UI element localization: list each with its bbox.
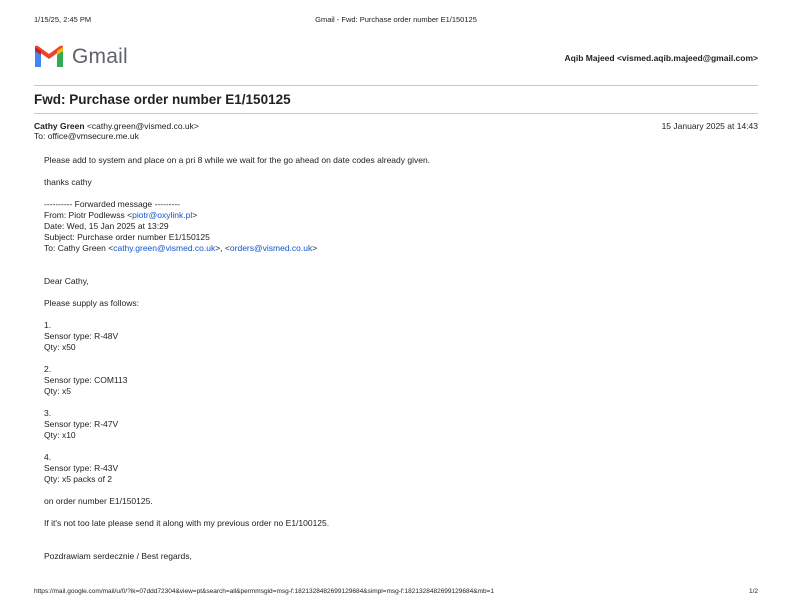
item-qty: Qty: x5 — [44, 386, 71, 396]
greeting: Dear Cathy, — [44, 276, 89, 286]
gmail-logo-text: Gmail — [72, 45, 128, 68]
email-link[interactable]: piotr@oxylink.pl — [132, 210, 193, 220]
item-qty: Qty: x5 packs of 2 — [44, 474, 113, 484]
gmail-m-icon — [33, 45, 65, 69]
item-number: 1. — [44, 320, 52, 330]
page-number: 1/2 — [748, 588, 758, 595]
gmail-logo — [33, 44, 128, 70]
message-from — [34, 121, 199, 131]
message-date: 15 January 2025 at 14:43 — [661, 121, 758, 131]
print-datetime: 1/15/25, 2:45 PM — [34, 15, 92, 24]
message-to: To: office@vmsecure.me.uk — [34, 131, 139, 141]
message-body — [44, 155, 748, 562]
body-line: thanks cathy — [44, 177, 92, 187]
item-number: 4. — [44, 452, 52, 462]
item-type: Sensor type: R-48V — [44, 331, 119, 341]
body-line: Please supply as follows: — [44, 298, 139, 308]
sender-email: <cathy.green@vismed.co.uk> — [86, 121, 199, 131]
item-qty: Qty: x50 — [44, 342, 76, 352]
email-link[interactable]: cathy.green@vismed.co.uk — [113, 243, 216, 253]
print-url: https://mail.google.com/mail/u/0/?ik=07ddd72304&view=pt&search=all&permmsgid=msg-f:1821328482699129684&simpl=msg-f:1821328482699129684&mb=1 — [34, 588, 494, 595]
sender-name: Cathy Green — [34, 121, 85, 131]
body-line: on order number E1/150125. — [44, 496, 153, 506]
divider — [34, 85, 758, 86]
forwarded-to: To: Cathy Green <cathy.green@vismed.co.uk>, <orders@vismed.co.uk> — [44, 243, 318, 253]
page-title: Fwd: Purchase order number E1/150125 — [34, 92, 291, 107]
body-line: Please add to system and place on a pri 8 while we wait for the go ahead on date codes already given. — [44, 155, 431, 165]
item-type: Sensor type: R-43V — [44, 463, 119, 473]
item-number: 2. — [44, 364, 52, 374]
item-type: Sensor type: COM113 — [44, 375, 128, 385]
item-number: 3. — [44, 408, 52, 418]
print-title: Gmail - Fwd: Purchase order number E1/150125 — [315, 15, 477, 24]
signoff: Pozdrawiam serdecznie / Best regards, — [44, 551, 192, 561]
forwarded-subject: Subject: Purchase order number E1/150125 — [44, 232, 210, 242]
forwarded-header: ---------- Forwarded message --------- — [44, 199, 180, 209]
item-qty: Qty: x10 — [44, 430, 76, 440]
divider — [34, 113, 758, 114]
body-line: If it's not too late please send it along with my previous order no E1/100125. — [44, 518, 330, 528]
account-email: Aqib Majeed <vismed.aqib.majeed@gmail.com> — [564, 53, 758, 63]
forwarded-from: From: Piotr Podlewss <piotr@oxylink.pl> — [44, 210, 198, 220]
print-header — [34, 15, 758, 25]
item-type: Sensor type: R-47V — [44, 419, 119, 429]
email-link[interactable]: orders@vismed.co.uk — [229, 243, 313, 253]
forwarded-date: Date: Wed, 15 Jan 2025 at 13:29 — [44, 221, 169, 231]
